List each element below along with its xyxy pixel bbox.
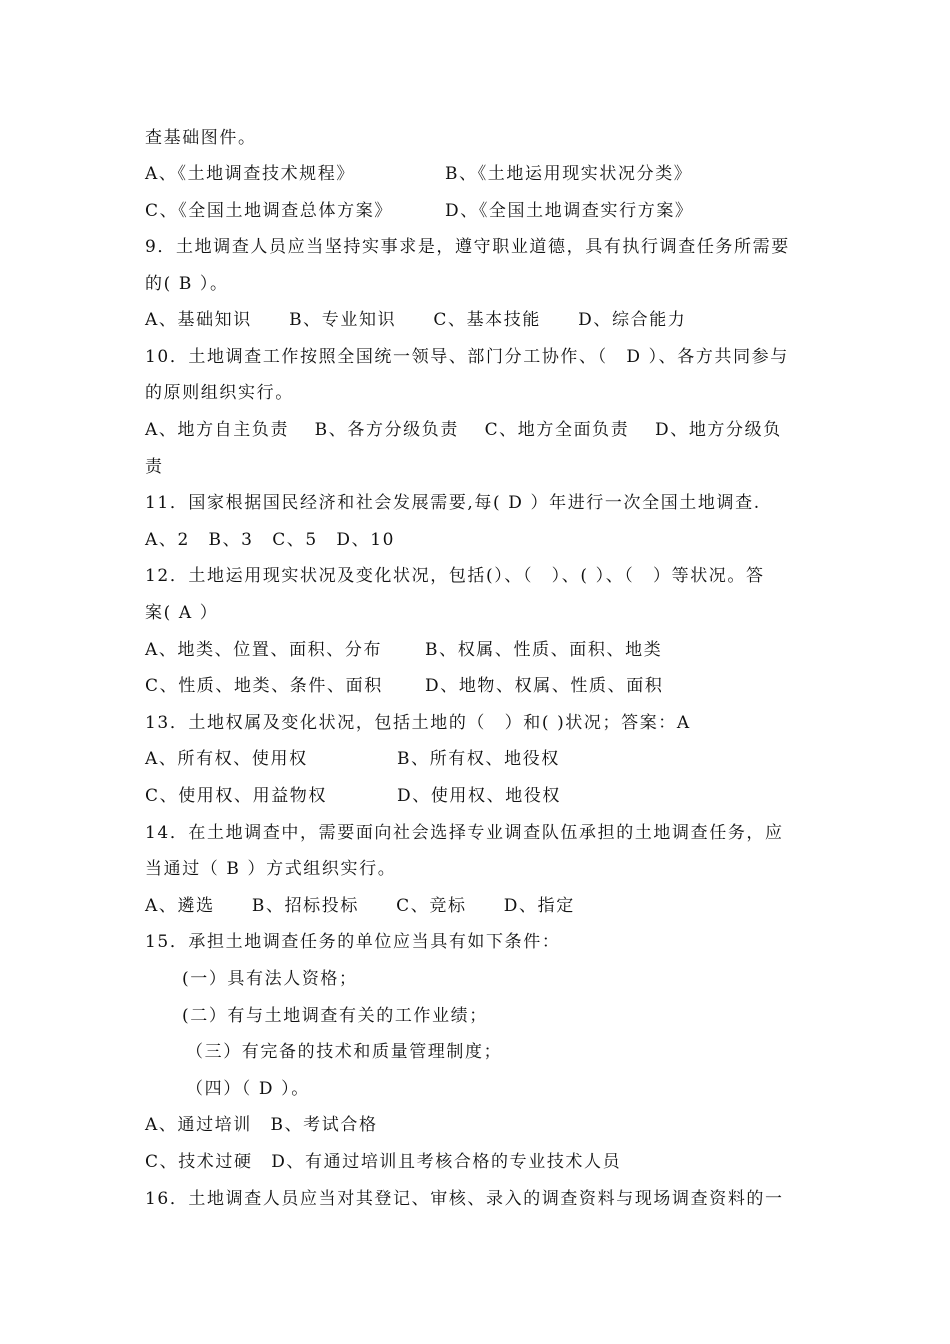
option-a: A、所有权、使用权 bbox=[145, 749, 308, 769]
question-10: 10．土地调查工作按照全国统一领导、部门分工协作、（ D ）、各方共同参与 bbox=[145, 347, 789, 367]
question-11-options: A、2 B、3 C、5 D、10 bbox=[145, 530, 396, 550]
option-b: B、所有权、地役权 bbox=[397, 749, 560, 769]
condition-2: (二）有与土地调查有关的工作业绩； bbox=[182, 1006, 488, 1026]
question-14-options: A、遴选 B、招标投标 C、竞标 D、指定 bbox=[145, 896, 575, 916]
question-12: 12．土地运用现实状况及变化状况，包括(）、（ ）、( ）、（ ）等状况。答 bbox=[145, 566, 765, 586]
question-10-options-cont: 责 bbox=[145, 457, 164, 477]
option-c: C、性质、地类、条件、面积 bbox=[145, 676, 383, 696]
option-a: A、地类、位置、面积、分布 bbox=[145, 640, 383, 660]
option-c: C、使用权、用益物权 bbox=[145, 786, 328, 806]
option-d: D、《全国土地调查实行方案》 bbox=[445, 201, 694, 221]
question-12-answer: 案( A ） bbox=[145, 603, 219, 623]
question-16: 16．土地调查人员应当对其登记、审核、录入的调查资料与现场调查资料的一 bbox=[145, 1189, 784, 1209]
question-10-options: A、地方自主负责 B、各方分级负责 C、地方全面负责 D、地方分级负 bbox=[145, 420, 782, 440]
question-11: 11．国家根据国民经济和社会发展需要,每( D ）年进行一次全国土地调查. bbox=[145, 493, 761, 513]
question-15-options: A、通过培训 B、考试合格 bbox=[145, 1115, 378, 1135]
option-c: C、《全国土地调查总体方案》 bbox=[145, 201, 393, 221]
option-b: B、权属、性质、面积、地类 bbox=[425, 640, 663, 660]
question-15-options-cont: C、技术过硬 D、有通过培训且考核合格的专业技术人员 bbox=[145, 1152, 622, 1172]
question-9-options: A、基础知识 B、专业知识 C、基本技能 D、综合能力 bbox=[145, 310, 687, 330]
condition-3: （三）有完备的技术和质量管理制度； bbox=[186, 1042, 503, 1062]
condition-4: （四）（ D ）。 bbox=[186, 1079, 310, 1099]
question-13: 13．土地权属及变化状况，包括土地的（ ）和( )状况；答案：A bbox=[145, 713, 691, 733]
question-9: 9．土地调查人员应当坚持实事求是，遵守职业道德，具有执行调查任务所需要 bbox=[145, 237, 790, 257]
question-14-cont: 当通过（ B ）方式组织实行。 bbox=[145, 859, 397, 879]
option-d: D、使用权、地役权 bbox=[397, 786, 562, 806]
condition-1: (一）具有法人资格； bbox=[182, 969, 358, 989]
option-a: A、《土地调查技术规程》 bbox=[145, 164, 355, 184]
question-10-cont: 的原则组织实行。 bbox=[145, 383, 294, 403]
option-b: B、《土地运用现实状况分类》 bbox=[445, 164, 693, 184]
question-15: 15．承担土地调查任务的单位应当具有如下条件： bbox=[145, 932, 561, 952]
text-line: 查基础图件。 bbox=[145, 128, 257, 148]
option-d: D、地物、权属、性质、面积 bbox=[425, 676, 664, 696]
question-14: 14．在土地调查中，需要面向社会选择专业调查队伍承担的土地调查任务，应 bbox=[145, 823, 784, 843]
question-9-answer: 的( B ）。 bbox=[145, 274, 229, 294]
